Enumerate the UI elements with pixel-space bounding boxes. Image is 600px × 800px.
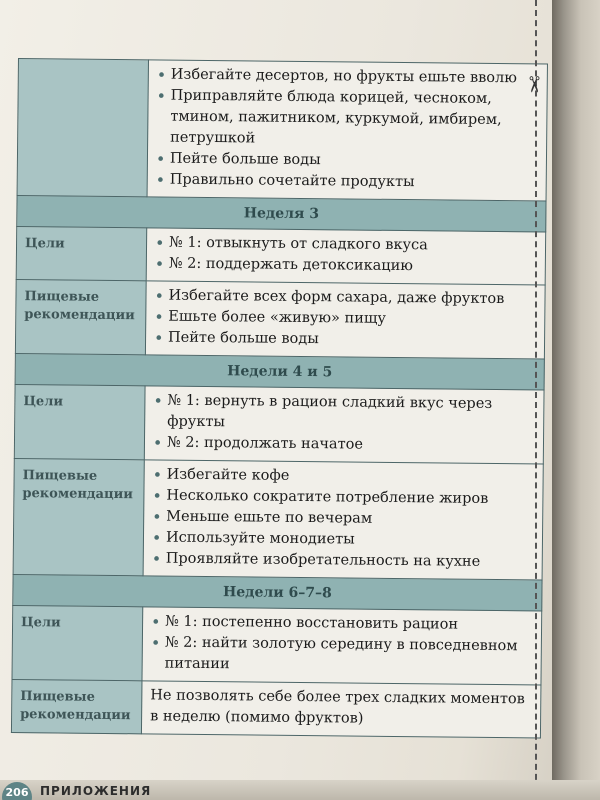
list-item: • Избегайте десертов, но фрукты ешьте вволю [157,64,541,89]
list-item: • № 2: найти золотую середину в повседневном питании [151,632,535,678]
row-label: Пищевые рекомендации [15,279,146,354]
row-label: Цели [14,384,145,459]
list-item: • Пейте больше воды [154,327,538,352]
diet-plan-table [11,58,548,739]
table-row [13,458,543,580]
list-item: • Избегайте кофе [153,464,537,489]
list-item: • № 1: постепенно восстановить рацион [151,611,535,636]
row-label: Пищевые рекомендации [11,679,142,733]
bullet-list [152,464,537,573]
list-item: • № 2: поддержать детоксикацию [155,253,539,278]
list-item: • Пейте больше воды [156,148,540,173]
table-row [14,384,544,464]
next-page-edge [552,0,600,800]
section-title: Недели 4 и 5 [15,353,544,390]
table-row [17,59,547,202]
list-item: • Ешьте более «живую» пищу [154,306,538,331]
bullet-list [155,232,539,278]
section-title: Недели 6–7–8 [13,574,542,611]
list-item: • № 2: продолжать начатое [153,432,537,457]
row-label: Цели [16,226,147,280]
row-label: Цели [12,605,143,680]
row-content [145,281,545,359]
row-content [147,60,547,201]
row-content [143,460,543,580]
row-label [17,59,148,197]
row-content [142,607,542,685]
diet-plan-table-wrapper [11,58,548,739]
table-row [11,679,541,738]
bullet-list [153,390,538,457]
table-row [12,605,542,685]
scissors-icon: ✂ [520,75,546,94]
bullet-list [156,64,541,194]
list-item: • Проявляйте изобретательность на кухне [152,548,536,573]
page-number-badge: 206 [2,782,32,800]
row-content [141,681,541,738]
row-label: Пищевые рекомендации [13,458,144,575]
list-item: • Избегайте всех форм сахара, даже фруктов [154,285,538,310]
table-row [15,279,545,359]
row-content [146,228,546,285]
list-item: • Несколько сократите потребление жиров [152,485,536,510]
bullet-list [151,611,536,678]
row-content [144,386,544,464]
row-text: Не позволять себе более трех сладких моментов в неделю (помимо фруктов) [150,687,525,727]
list-item: • Используйте монодиеты [152,527,536,552]
list-item: • № 1: вернуть в рацион сладкий вкус через фрукты [153,390,537,436]
list-item: • № 1: отвыкнуть от сладкого вкуса [155,232,539,257]
section-title: Неделя 3 [17,195,546,232]
list-item: • Правильно сочетайте продукты [156,169,540,194]
cut-line [535,0,537,800]
table-body [11,59,547,739]
bullet-list [154,285,539,352]
list-item: • Приправляйте блюда корицей, чесноком, тмином, пажитником, куркумой, имбирем, петрушкой [156,85,541,152]
footer-title: ПРИЛОЖЕНИЯ [40,784,152,798]
list-item: • Меньше ешьте по вечерам [152,506,536,531]
table-row [16,226,546,285]
